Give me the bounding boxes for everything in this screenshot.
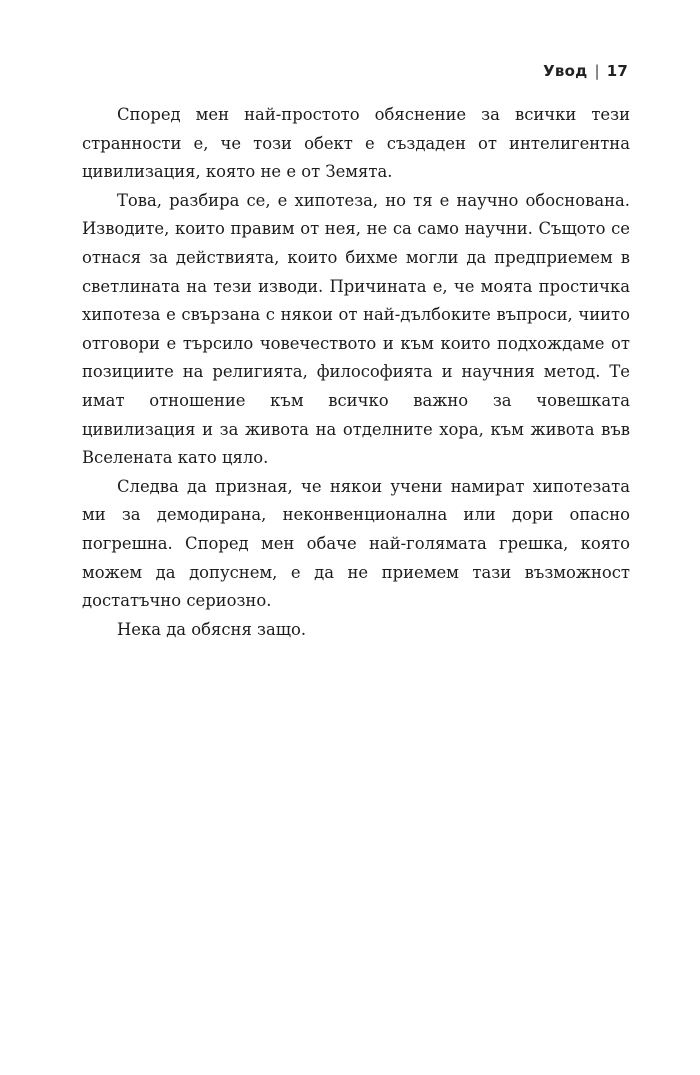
chapter-title: Увод [543, 62, 588, 80]
paragraph-1: Според мен най-простото обяснение за всички тези странности е, че този обект е създаден от интелигентна цивилизация, която не е от Земята. [82, 105, 630, 182]
running-head [543, 62, 628, 80]
paragraph-4: Нека да обясня защо. [117, 619, 307, 639]
header-separator: | [594, 62, 600, 80]
paragraph-3: Следва да призная, че някои учени намират хипотезата ми за демодирана, неконвенционална или дори опасно погрешна. Според мен обаче най-голямата грешка, която можем да допуснем, е да не приемем тази възможност достатъчно сериозно. [82, 476, 630, 611]
page-number: 17 [606, 62, 628, 80]
paragraph-2: Това, разбира се, е хипотеза, но тя е научно обоснована. Изводите, които правим от нея, не са само научни. Същото се отнася за действията, които бихме могли да предприемем в светлината на тези изводи. Причината е, че моята простичка хипотеза е свързана с някои от най-дълбоките въпроси, чиито отговори е търсило човечеството и към които подхождаме от позициите на религията, философията и научния метод. Те имат отношение към всичко важно за човешката цивилизация и за живота на отделните хора, към живота във Вселената като цяло. [82, 190, 630, 468]
body-text [82, 101, 630, 644]
